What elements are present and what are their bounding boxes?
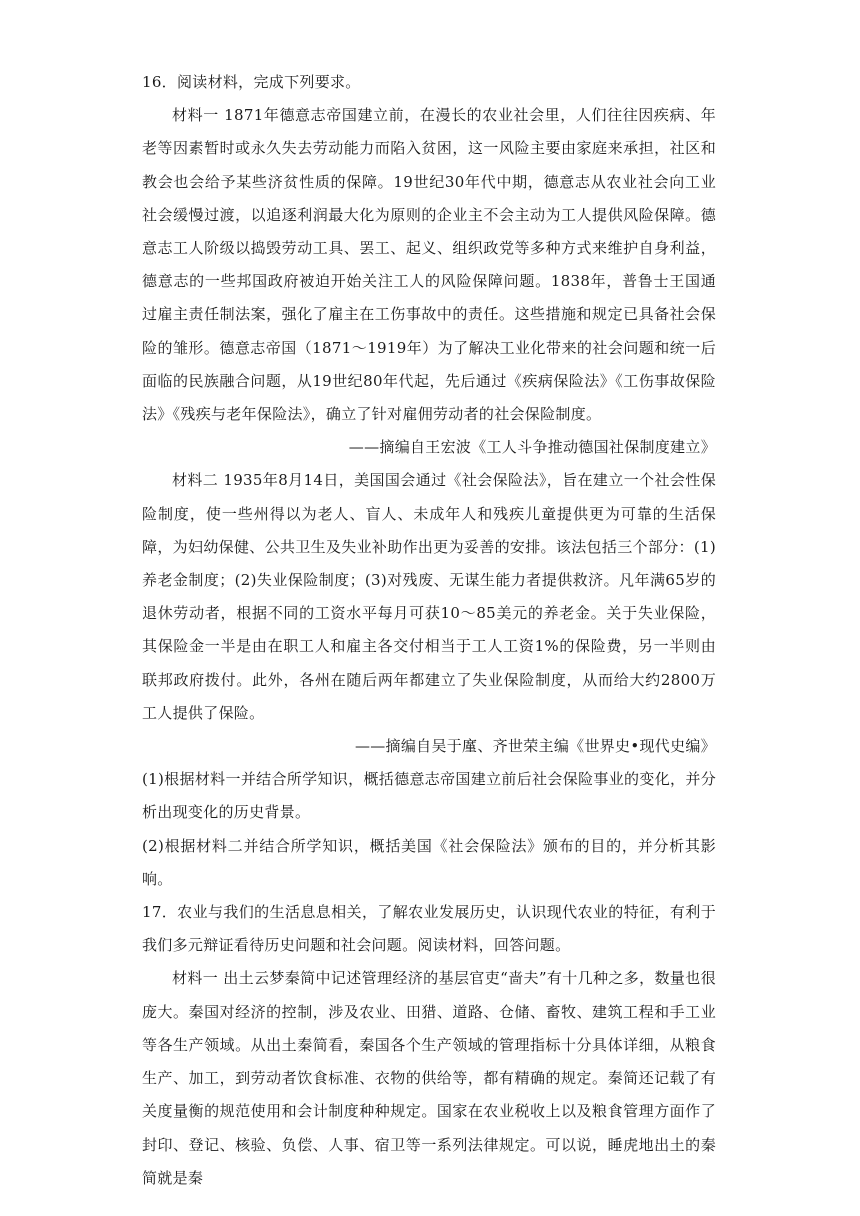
question-17-heading: 17．农业与我们的生活息息相关，了解农业发展历史，认识现代农业的特征，有利于我们多元辩证看待历史问题和社会问题。阅读材料，回答问题。 — [142, 903, 716, 955]
exam-page — [142, 66, 716, 1195]
q16-subquestion-1: (1)根据材料一并结合所学知识，概括德意志帝国建立前后社会保险事业的变化，并分析出现变化的历史背景。 — [142, 770, 716, 822]
q17-material-one: 材料一 出土云梦秦简中记述管理经济的基层官吏“啬夫”有十几种之多，数量也很庞大。秦国对经济的控制，涉及农业、田猎、道路、仓储、畜牧、建筑工程和手工业等各生产领域。从出土秦简看，秦国各个生产领域的管理指标十分具体详细，从粮食生产、加工，到劳动者饮食标准、衣物的供给等，都有精确的规定。秦简还记载了有关度量衡的规范使用和会计制度种种规定。国家在农业税收上以及粮食管理方面作了封印、登记、核验、负偿、人事、宿卫等一系列法律规定。可以说，睡虎地出土的秦简就是秦 — [142, 969, 716, 1187]
q16-material-one-source: ——摘编自王宏波《工人斗争推动德国社保制度建立》 — [348, 438, 716, 457]
question-16-heading: 16．阅读材料，完成下列要求。 — [142, 73, 361, 91]
q16-subquestion-2: (2)根据材料二并结合所学知识，概括美国《社会保险法》颁布的目的，并分析其影响。 — [142, 836, 716, 888]
q16-material-two-source: ——摘编自吴于廑、齐世荣主编《世界史•现代史编》 — [354, 737, 716, 756]
q16-material-two: 材料二 1935年8月14日，美国国会通过《社会保险法》，旨在建立一个社会性保险制度，使一些州得以为老人、盲人、未成年人和残疾儿童提供更为可靠的生活保障，为妇幼保健、公共卫生及失业补助作出更为妥善的安排。该法包括三个部分：(1)养老金制度；(2)失业保险制度；(3)对残废、无谋生能力者提供救济。凡年满65岁的退休劳动者，根据不同的工资水平每月可获10～85美元的养老金。关于失业保险，其保险金一半是由在职工人和雇主各交付相当于工人工资1%的保险费，另一半则由联邦政府拨付。此外，各州在随后两年都建立了失业保险制度，从而给大约2800万工人提供了保险。 — [142, 471, 716, 722]
q16-material-one: 材料一 1871年德意志帝国建立前，在漫长的农业社会里，人们往往因疾病、年老等因素暂时或永久失去劳动能力而陷入贫困，这一风险主要由家庭来承担，社区和教会也会给予某些济贫性质的保障。19世纪30年代中期，德意志从农业社会向工业社会缓慢过渡，以追逐利润最大化为原则的企业主不会主动为工人提供风险保障。德意志工人阶级以捣毁劳动工具、罢工、起义、组织政党等多种方式来维护自身利益，德意志的一些邦国政府被迫开始关注工人的风险保障问题。1838年，普鲁士王国通过雇主责任制法案，强化了雇主在工伤事故中的责任。这些措施和规定已具备社会保险的雏形。德意志帝国（1871～1919年）为了解决工业化带来的社会问题和统一后面临的民族融合问题，从19世纪80年代起，先后通过《疾病保险法》《工伤事故保险法》《残疾与老年保险法》，确立了针对雇佣劳动者的社会保险制度。 — [142, 106, 716, 424]
